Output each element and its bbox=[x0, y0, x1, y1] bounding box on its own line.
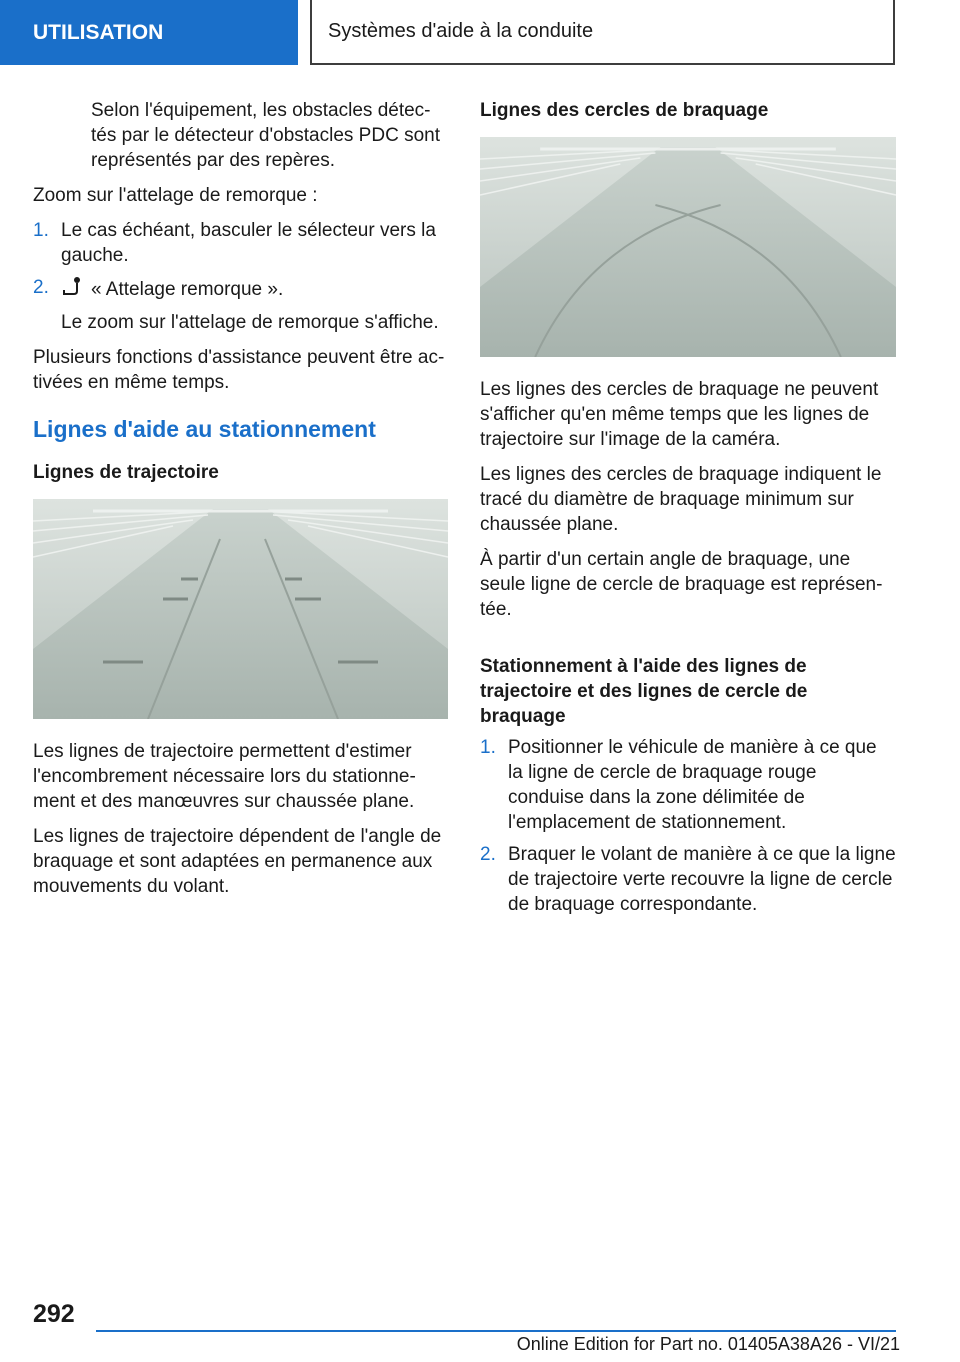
list-item bbox=[33, 218, 448, 268]
parking-steps bbox=[480, 735, 896, 917]
circle-para-2: Les lignes des cercles de braquage indiquent le tracé du diamètre de braquage minimum sur chaussée plane. bbox=[480, 464, 882, 535]
step-result: Le zoom sur l'attelage de remorque s'affiche. bbox=[61, 312, 439, 333]
multi-functions-note: Plusieurs fonctions d'assistance peuvent être ac-tivées en même temps. bbox=[33, 347, 445, 393]
trailer-hitch-icon bbox=[61, 275, 83, 297]
circle-para-3: À partir d'un certain angle de braquage, une seule ligne de cercle de braquage est représen-tée. bbox=[480, 549, 883, 620]
step-text: Positionner le véhicule de manière à ce que la ligne de cercle de braquage rouge conduise dans la zone délimitée de l'emplacement de stationnement. bbox=[508, 737, 877, 833]
step-text: Braquer le volant de manière à ce que la ligne de trajectoire verte recouvre la ligne de cercle de braquage correspondante. bbox=[508, 844, 896, 915]
step-number: 2. bbox=[480, 844, 496, 865]
subsection-title: Lignes des cercles de braquage bbox=[480, 100, 769, 121]
header-chapter-title: Systèmes d'aide à la conduite bbox=[310, 0, 895, 65]
edition-info: Online Edition for Part no. 01405A38A26 - VI/21 bbox=[516, 1334, 900, 1354]
equipment-note: Selon l'équipement, les obstacles détec-tés par le détecteur d'obstacles PDC sont représentés par des repères. bbox=[91, 100, 440, 171]
step-text: Le cas échéant, basculer le sélecteur vers la gauche. bbox=[61, 220, 436, 266]
subsection-title: Stationnement à l'aide des lignes de trajectoire et des lignes de cercle de braquage bbox=[480, 656, 808, 727]
turning-circle-lines-figure bbox=[480, 137, 896, 357]
zoom-intro: Zoom sur l'attelage de remorque : bbox=[33, 185, 318, 206]
subsection-title: Lignes de trajectoire bbox=[33, 462, 219, 483]
step-number: 1. bbox=[480, 737, 496, 758]
step-text: « Attelage remorque ». bbox=[91, 279, 284, 300]
left-column bbox=[33, 98, 448, 909]
step-number: 2. bbox=[33, 277, 49, 298]
list-item bbox=[33, 275, 448, 335]
trajectory-para-1: Les lignes de trajectoire permettent d'estimer l'encombrement nécessaire lors du stationne-ment et des manœuvres sur chaussée plane. bbox=[33, 741, 416, 812]
zoom-steps bbox=[33, 218, 448, 335]
step-number: 1. bbox=[33, 220, 49, 241]
header-section-title: UTILISATION bbox=[0, 0, 298, 65]
page-number: 292 bbox=[33, 1300, 75, 1328]
footer-divider bbox=[96, 1330, 896, 1332]
list-item bbox=[480, 735, 896, 835]
trajectory-para-2: Les lignes de trajectoire dépendent de l'angle de braquage et sont adaptées en permanence aux mouvements du volant. bbox=[33, 826, 442, 897]
list-item bbox=[480, 842, 896, 917]
circle-para-1: Les lignes des cercles de braquage ne peuvent s'afficher qu'en même temps que les lignes de trajectoire sur l'image de la caméra. bbox=[480, 379, 879, 450]
trajectory-lines-figure bbox=[33, 499, 448, 719]
right-column bbox=[480, 98, 896, 927]
section-title: Lignes d'aide au stationnement bbox=[33, 416, 376, 442]
